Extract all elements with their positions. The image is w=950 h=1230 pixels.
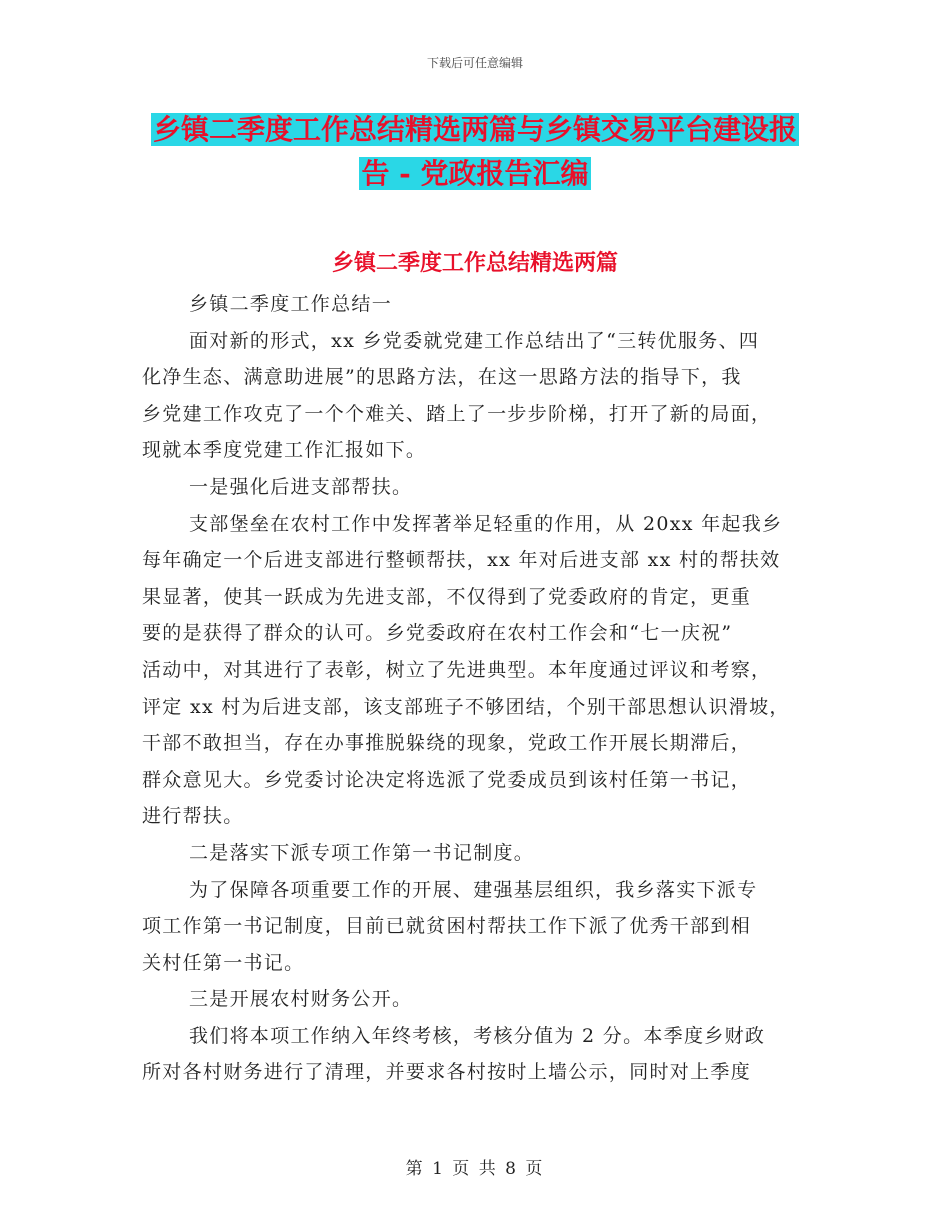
section-title: 乡镇二季度工作总结精选两篇 bbox=[331, 250, 618, 276]
paragraph-line: 乡党建工作攻克了一个个难关、踏上了一步步阶梯，打开了新的局面， bbox=[142, 402, 772, 425]
paragraph-line: 现就本季度党建工作汇报如下。 bbox=[142, 439, 427, 462]
subheading-point-one: 一是强化后进支部帮扶。 bbox=[189, 475, 413, 498]
subheading-point-two: 二是落实下派专项工作第一书记制度。 bbox=[189, 841, 535, 864]
paragraph-line: 化净生态、满意助进展”的思路方法，在这一思路方法的指导下，我 bbox=[142, 366, 742, 389]
paragraph-line: 我们将本项工作纳入年终考核，考核分值为 2 分。本季度乡财政 bbox=[189, 1024, 766, 1047]
paragraph-line: 支部堡垒在农村工作中发挥著举足轻重的作用，从 20xx 年起我乡 bbox=[189, 512, 783, 535]
paragraph-line: 要的是获得了群众的认可。乡党委政府在农村工作会和“七一庆祝” bbox=[142, 622, 733, 645]
document-title-line-1: 乡镇二季度工作总结精选两篇与乡镇交易平台建设报 bbox=[152, 113, 797, 146]
subheading-point-three: 三是开展农村财务公开。 bbox=[189, 988, 413, 1011]
paragraph-line: 面对新的形式，xx 乡党委就党建工作总结出了“三转优服务、四 bbox=[189, 329, 760, 352]
paragraph-line: 项工作第一书记制度，目前已就贫困村帮扶工作下派了优秀干部到相 bbox=[142, 915, 752, 938]
document-title-line-2: 告 - 党政报告汇编 bbox=[361, 157, 589, 190]
body-text bbox=[142, 286, 810, 1091]
paragraph-line: 关村任第一书记。 bbox=[142, 951, 305, 974]
paragraph-line: 群众意见大。乡党委讨论决定将选派了党委成员到该村任第一书记， bbox=[142, 768, 752, 791]
page-header-note: 下载后可任意编辑 bbox=[426, 56, 523, 70]
paragraph-line: 果显著，使其一跃成为先进支部，不仅得到了党委政府的肯定，更重 bbox=[142, 585, 752, 608]
paragraph-line: 每年确定一个后进支部进行整顿帮扶，xx 年对后进支部 xx 村的帮扶效 bbox=[142, 549, 781, 572]
paragraph-line: 活动中，对其进行了表彰，树立了先进典型。本年度通过评议和考察， bbox=[142, 658, 772, 681]
document-title bbox=[100, 108, 850, 196]
paragraph-line: 所对各村财务进行了清理，并要求各村按时上墙公示，同时对上季度 bbox=[142, 1061, 752, 1084]
subheading-summary-one: 乡镇二季度工作总结一 bbox=[189, 293, 393, 315]
page-number-footer: 第 1 页 共 8 页 bbox=[405, 1159, 545, 1179]
paragraph-line: 为了保障各项重要工作的开展、建强基层组织，我乡落实下派专 bbox=[189, 878, 758, 901]
paragraph-line: 评定 xx 村为后进支部，该支部班子不够团结，个别干部思想认识滑坡， bbox=[142, 695, 790, 718]
paragraph-line: 进行帮扶。 bbox=[142, 805, 244, 828]
paragraph-line: 干部不敢担当，存在办事推脱躲绕的现象，党政工作开展长期滞后， bbox=[142, 732, 752, 755]
